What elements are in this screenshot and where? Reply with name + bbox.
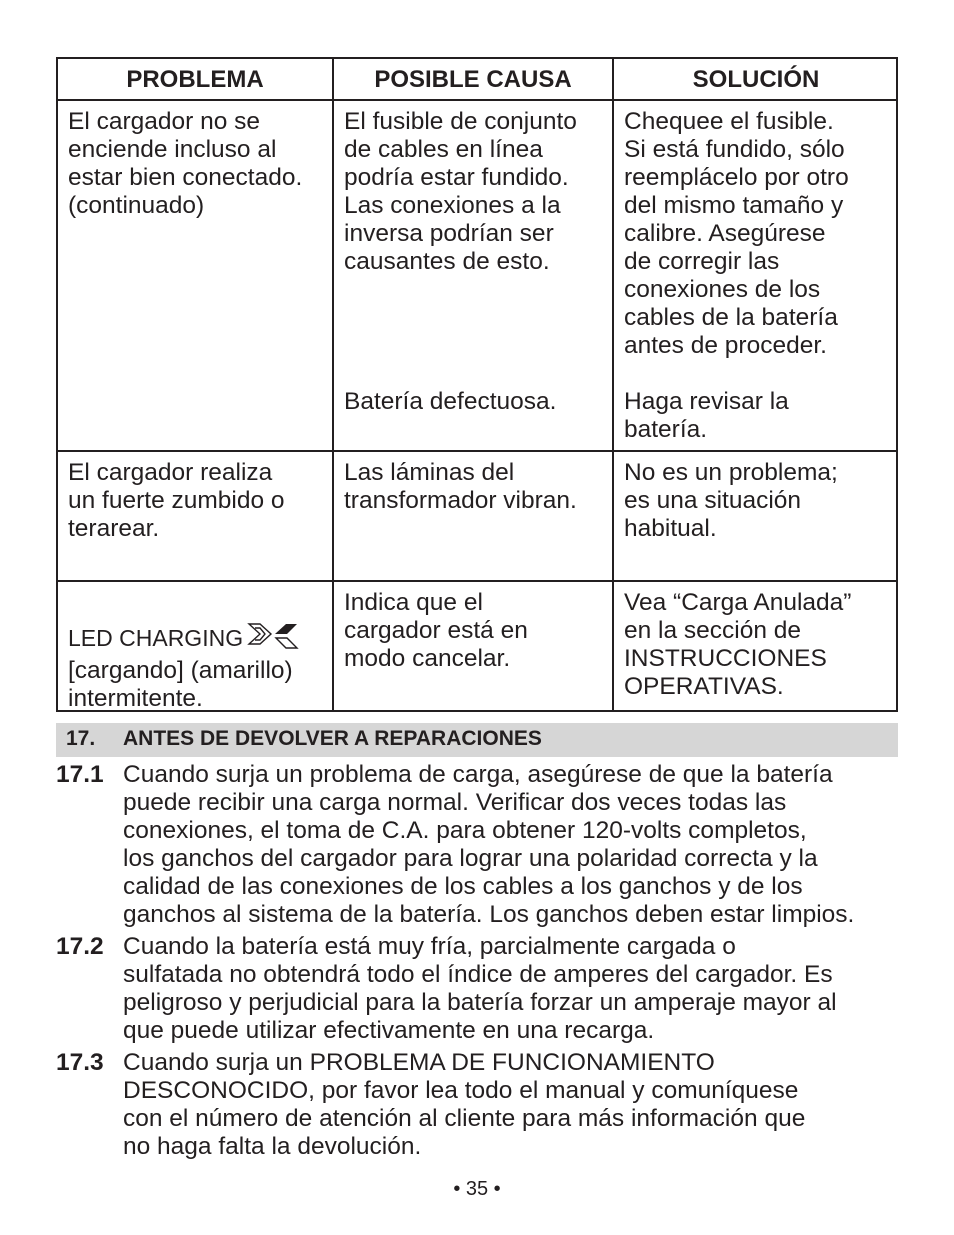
column-divider — [332, 59, 334, 710]
row1-causa-2: Batería defectuosa. — [344, 388, 557, 415]
section-title: ANTES DE DEVOLVER A REPARACIONES — [123, 727, 542, 750]
row1-causa-1: El fusible de conjunto de cables en línea podría estar fundido. Las conexiones a la inversa podrían ser causantes de esto. — [344, 108, 577, 275]
item-number: 17.2 — [56, 933, 104, 960]
row-divider — [58, 450, 896, 452]
item-text: Cuando surja un PROBLEMA DE FUNCIONAMIENTO DESCONOCIDO, por favor lea todo el manual y comuníquese con el número de atención al cliente para más información que no haga falta la devolución. — [123, 1049, 806, 1160]
led-charging-label: LED CHARGING — [68, 625, 244, 651]
section-number: 17. — [66, 727, 96, 750]
section-header — [56, 723, 898, 757]
item-text: Cuando surja un problema de carga, asegúrese de que la batería puede recibir una carga normal. Verificar dos veces todas las conexiones, el toma de C.A. para obtener 120-volts completos, los ganchos del cargador para lograr una polaridad correcta y la calidad de las conexiones de los cables a los ganchos y de los ganchos al sistema de la batería. Los ganchos deben estar limpios. — [123, 761, 855, 928]
row2-causa: Las láminas del transformador vibran. — [344, 459, 577, 514]
header-problema: PROBLEMA — [126, 65, 264, 93]
row3-solucion: Vea “Carga Anulada” en la sección de INSTRUCCIONES OPERATIVAS. — [624, 589, 852, 700]
row3-problema — [68, 594, 299, 741]
row1-solucion-1: Chequee el fusible. Si está fundido, sólo reemplácelo por otro del mismo tamaño y calibre. Asegúrese de corregir las conexiones de los cables de la batería antes de proceder. — [624, 108, 849, 359]
header-posible-causa: POSIBLE CAUSA — [374, 65, 572, 93]
page-number: • 35 • — [453, 1178, 501, 1200]
row3-causa: Indica que el cargador está en modo cancelar. — [344, 589, 528, 672]
column-divider — [612, 59, 614, 710]
row-divider — [58, 580, 896, 582]
troubleshooting-table — [56, 57, 898, 712]
item-number: 17.3 — [56, 1049, 104, 1076]
item-number: 17.1 — [56, 761, 104, 788]
header-solucion: SOLUCIÓN — [692, 65, 820, 93]
row3-problema-rest: [cargando] (amarillo) intermitente. — [68, 657, 293, 712]
row1-problema: El cargador no se enciende incluso al estar bien conectado. (continuado) — [68, 108, 303, 219]
row2-solucion: No es un problema; es una situación habitual. — [624, 459, 838, 542]
row2-problema: El cargador realiza un fuerte zumbido o terarear. — [68, 459, 285, 542]
row1-solucion-2: Haga revisar la batería. — [624, 388, 789, 443]
item-text: Cuando la batería está muy fría, parcialmente cargada o sulfatada no obtendrá todo el índice de amperes del cargador. Es peligroso y perjudicial para la batería forzar un amperaje mayor al que puede utilizar efectivamente en una recarga. — [123, 933, 837, 1044]
led-charging-icon — [247, 622, 299, 657]
